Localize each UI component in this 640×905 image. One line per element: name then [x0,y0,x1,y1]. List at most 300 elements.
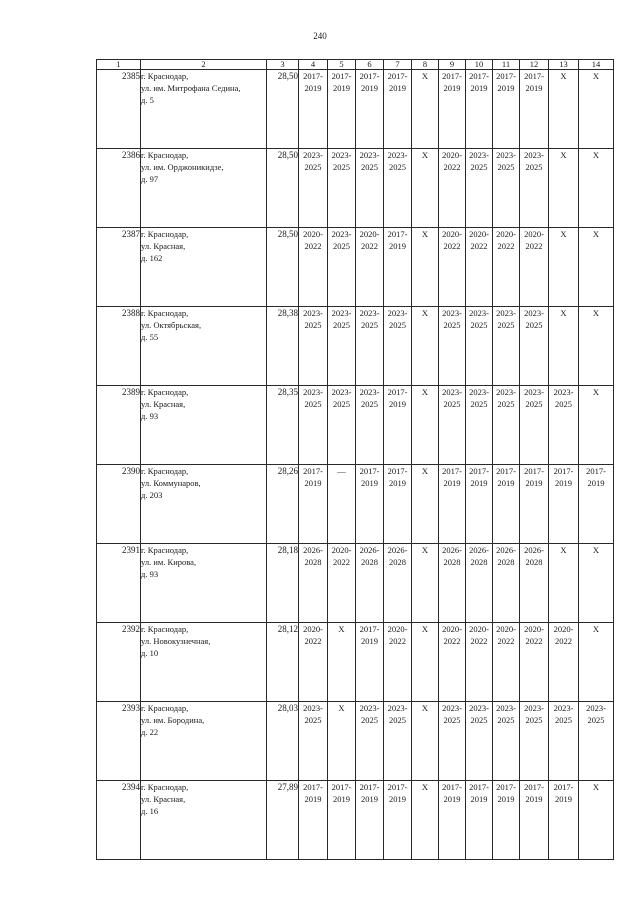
period-cell [299,70,328,149]
period-start: Х [560,545,567,555]
table-row [97,307,614,386]
period-end: 2022 [304,636,322,646]
period-cell [299,781,328,860]
period-start: 2023- [331,229,352,239]
period-start: 2026- [387,545,408,555]
address-line: г. Краснодар, [141,387,189,397]
period-start: 2026- [359,545,380,555]
address-cell [141,544,267,623]
period-start: Х [560,150,567,160]
period-cell [520,781,549,860]
period-end: 2025 [555,715,572,725]
period-start: 2023- [442,308,462,318]
period-end: 2025 [361,399,378,409]
period-cell [356,149,384,228]
period-start: Х [421,782,429,792]
period-start: 2023- [387,150,408,160]
period-start: 2023- [524,703,544,713]
period-cell [549,781,579,860]
period-cell [356,544,384,623]
period-end: 2025 [525,162,543,172]
period-start: 2026- [303,545,323,555]
period-end: 2019 [470,83,488,93]
address-line: г. Краснодар, [141,703,189,713]
column-header-4: 4 [299,60,328,70]
period-cell [384,623,412,702]
period-end: 2019 [389,241,406,251]
period-cell [328,307,356,386]
period-cell [299,623,328,702]
period-start: 2023- [331,150,352,160]
period-cell [493,228,520,307]
period-start: 2017- [496,466,516,476]
period-cell [412,386,439,465]
period-cell [384,544,412,623]
period-end: 2022 [443,636,461,646]
period-end: 2019 [497,83,515,93]
period-cell [579,70,614,149]
period-end: 2025 [361,320,378,330]
period-start: 2017- [303,466,323,476]
period-end: 2025 [333,162,350,172]
period-cell [466,702,493,781]
period-cell [520,623,549,702]
period-cell [439,544,466,623]
period-cell [579,544,614,623]
area-value: 28,35 [267,386,299,465]
period-start: Х [421,150,429,160]
period-cell [549,307,579,386]
period-cell [328,781,356,860]
period-cell [328,544,356,623]
period-start: 2023- [553,703,574,713]
period-cell [493,386,520,465]
address-line: ул. Октябрьская, [141,320,202,330]
address-line: д. 203 [141,490,163,500]
period-start: 2017- [359,624,380,634]
column-header-12: 12 [520,60,549,70]
period-start: 2026- [496,545,516,555]
period-start: 2017- [359,466,380,476]
period-start: 2020- [442,229,462,239]
period-start: 2023- [469,150,489,160]
address-line: ул. им. Бородина, [141,715,205,725]
period-start: 2023- [303,308,323,318]
address-line: д. 93 [141,569,159,579]
period-end: 2019 [555,794,572,804]
period-start: 2017- [442,466,462,476]
area-value: 28,12 [267,623,299,702]
period-start: 2023- [586,703,606,713]
period-cell [412,465,439,544]
period-start: 2017- [387,229,408,239]
period-end: 2019 [443,478,461,488]
period-end: 2028 [304,557,322,567]
period-cell [384,228,412,307]
address-line: д. 16 [141,806,159,816]
period-end: 2022 [470,241,488,251]
period-cell [384,70,412,149]
period-cell [549,228,579,307]
period-end: 2025 [470,320,488,330]
period-cell [412,70,439,149]
period-end: 2019 [470,478,488,488]
period-cell [466,386,493,465]
period-cell [493,307,520,386]
period-start: 2023- [469,308,489,318]
row-number: 2389 [97,386,141,465]
period-end: 2025 [497,320,515,330]
period-cell [439,307,466,386]
period-start: 2017- [496,782,516,792]
period-end: 2025 [525,399,543,409]
period-start: Х [592,308,600,318]
row-number: 2387 [97,228,141,307]
period-start: Х [421,71,429,81]
period-start: 2023- [524,308,544,318]
period-start: 2023- [469,387,489,397]
period-cell [549,70,579,149]
period-cell [549,386,579,465]
period-start: Х [592,782,600,792]
table-row [97,149,614,228]
area-value: 28,50 [267,70,299,149]
period-start: 2017- [524,782,544,792]
period-end: 2025 [525,320,543,330]
address-line: г. Краснодар, [141,624,189,634]
period-cell [493,70,520,149]
period-start: Х [560,229,567,239]
period-cell [579,228,614,307]
period-start: 2023- [496,150,516,160]
period-end: 2028 [470,557,488,567]
period-start: 2020- [303,624,323,634]
address-cell [141,386,267,465]
period-start: 2017- [469,466,489,476]
period-cell [579,781,614,860]
period-start: 2017- [331,71,352,81]
period-end: 2022 [443,241,461,251]
address-line: ул. Красная, [141,241,186,251]
period-cell [549,623,579,702]
period-cell [299,544,328,623]
address-line: д. 5 [141,95,154,105]
table-row [97,623,614,702]
address-cell [141,228,267,307]
period-cell [466,307,493,386]
period-start: Х [338,624,345,634]
table-row [97,702,614,781]
period-cell [466,781,493,860]
period-start: 2023- [524,150,544,160]
period-start: 2023- [387,703,408,713]
period-start: Х [421,308,429,318]
period-cell [412,781,439,860]
address-line: ул. Коммунаров, [141,478,201,488]
period-start: 2023- [442,703,462,713]
period-cell [520,70,549,149]
period-end: 2022 [304,241,322,251]
period-start: 2017- [359,71,380,81]
period-cell [466,228,493,307]
period-cell [493,702,520,781]
address-cell [141,70,267,149]
period-start: 2023- [331,387,352,397]
period-cell [439,702,466,781]
period-cell [384,465,412,544]
period-cell [466,465,493,544]
row-number: 2394 [97,781,141,860]
period-start: 2017- [303,782,323,792]
period-start: 2023- [469,703,489,713]
column-header-10: 10 [466,60,493,70]
row-number: 2385 [97,70,141,149]
period-end: 2019 [361,83,378,93]
register-table [96,59,614,860]
period-start: 2023- [359,703,380,713]
column-header-13: 13 [549,60,579,70]
period-cell [299,149,328,228]
period-end: 2025 [333,320,350,330]
period-end: 2022 [389,636,406,646]
period-end: 2025 [470,162,488,172]
period-start: Х [421,703,429,713]
period-cell [520,307,549,386]
period-cell [384,702,412,781]
period-end: 2019 [389,794,406,804]
period-cell [384,149,412,228]
period-start: 2017- [469,71,489,81]
address-line: д. 22 [141,727,159,737]
period-end: 2019 [333,794,350,804]
period-end: 2022 [497,241,515,251]
period-cell [466,149,493,228]
period-cell [412,228,439,307]
column-header-5: 5 [328,60,356,70]
table-row [97,70,614,149]
period-start: 2017- [553,782,574,792]
period-cell [412,544,439,623]
period-end: 2019 [304,83,322,93]
row-number: 2388 [97,307,141,386]
period-start: Х [421,545,429,555]
period-end: 2022 [443,162,461,172]
table-row [97,386,614,465]
period-cell [356,702,384,781]
period-end: 2019 [525,794,543,804]
period-cell [549,702,579,781]
table-body [97,60,614,860]
period-start: 2023- [496,703,516,713]
period-start: 2017- [303,71,323,81]
period-end: 2019 [525,478,543,488]
period-end: 2019 [333,83,350,93]
period-start: 2020- [553,624,574,634]
period-start: 2017- [469,782,489,792]
period-cell [520,386,549,465]
period-cell [299,228,328,307]
period-cell [520,465,549,544]
period-cell [579,623,614,702]
period-cell [549,465,579,544]
period-end: 2022 [525,241,543,251]
period-cell [356,386,384,465]
period-cell [356,781,384,860]
period-cell [328,623,356,702]
address-line: д. 93 [141,411,159,421]
period-end: 2025 [443,715,461,725]
period-start: 2020- [359,229,380,239]
column-header-2: 2 [141,60,267,70]
period-end: 2025 [497,715,515,725]
address-line: г. Краснодар, [141,466,189,476]
address-line: г. Краснодар, [141,545,189,555]
period-cell [493,465,520,544]
address-cell [141,465,267,544]
column-header-9: 9 [439,60,466,70]
column-header-3: 3 [267,60,299,70]
period-start: 2017- [387,387,408,397]
period-start: Х [560,308,567,318]
period-cell [328,70,356,149]
period-cell [520,149,549,228]
area-value: 28,38 [267,307,299,386]
address-line: ул. им. Орджоникидзе, [141,162,224,172]
period-end: 2019 [389,399,406,409]
period-end: 2022 [333,557,350,567]
period-end: 2019 [361,794,378,804]
table-row [97,228,614,307]
row-number: 2390 [97,465,141,544]
address-line: д. 55 [141,332,159,342]
period-cell [299,465,328,544]
period-end: 2025 [389,320,406,330]
period-end: 2025 [470,399,488,409]
period-end: 2019 [443,83,461,93]
period-end: 2028 [361,557,378,567]
period-end: 2025 [333,241,350,251]
period-start: Х [592,624,600,634]
period-end: 2025 [497,399,515,409]
period-start: 2017- [524,71,544,81]
address-line: д. 97 [141,174,159,184]
column-header-7: 7 [384,60,412,70]
row-number: 2392 [97,623,141,702]
period-cell [412,623,439,702]
period-end: 2025 [333,399,350,409]
period-end: 2028 [497,557,515,567]
period-cell [328,702,356,781]
period-start: Х [592,71,600,81]
period-end: 2025 [443,320,461,330]
period-start: 2023- [524,387,544,397]
period-cell [579,307,614,386]
area-value: 28,50 [267,149,299,228]
period-cell [328,149,356,228]
period-cell [493,544,520,623]
address-line: ул. Красная, [141,399,186,409]
period-end: 2025 [525,715,543,725]
period-end: 2028 [443,557,461,567]
period-end: 2025 [470,715,488,725]
period-end: 2022 [470,636,488,646]
row-number: 2393 [97,702,141,781]
period-start: 2023- [303,703,323,713]
period-start: 2020- [303,229,323,239]
period-start: 2017- [553,466,574,476]
period-start: 2026- [469,545,489,555]
period-start: 2017- [586,466,606,476]
period-cell [520,228,549,307]
column-header-14: 14 [579,60,614,70]
period-start: 2023- [303,150,323,160]
period-start: 2017- [524,466,544,476]
page-number: 240 [313,31,327,41]
period-end: 2025 [304,715,322,725]
period-end: 2019 [443,794,461,804]
period-start: 2017- [496,71,516,81]
period-cell [579,465,614,544]
period-cell [493,781,520,860]
period-cell [328,386,356,465]
period-end: 2019 [587,478,605,488]
period-cell [493,623,520,702]
period-start: 2023- [496,308,516,318]
period-start: 2020- [496,229,516,239]
period-cell [356,70,384,149]
period-cell [384,781,412,860]
period-cell [439,623,466,702]
period-start: Х [592,229,600,239]
period-end: 2019 [470,794,488,804]
period-cell [439,228,466,307]
period-start: Х [592,545,600,555]
period-cell [579,702,614,781]
period-end: 2025 [443,399,461,409]
period-end: 2019 [361,636,378,646]
period-cell [520,702,549,781]
period-start: Х [421,466,429,476]
period-start: 2020- [442,150,462,160]
period-start: 2023- [553,387,574,397]
period-end: 2025 [304,320,322,330]
area-value: 28,26 [267,465,299,544]
period-cell [579,386,614,465]
period-end: 2019 [304,478,322,488]
area-value: 28,18 [267,544,299,623]
period-start: 2020- [469,229,489,239]
period-end: 2022 [497,636,515,646]
period-cell [439,70,466,149]
period-end: 2022 [525,636,543,646]
period-start: 2020- [442,624,462,634]
period-cell [356,228,384,307]
period-end: 2025 [361,715,378,725]
period-start: Х [421,229,429,239]
period-start: 2020- [387,624,408,634]
period-cell [549,544,579,623]
period-cell [328,465,356,544]
period-cell [356,623,384,702]
period-start: Х [592,150,600,160]
address-cell [141,307,267,386]
area-value: 28,03 [267,702,299,781]
address-line: ул. Красная, [141,794,186,804]
period-end: 2028 [389,557,406,567]
address-line: д. 162 [141,253,163,263]
period-start: 2020- [524,229,544,239]
period-end: 2025 [497,162,515,172]
